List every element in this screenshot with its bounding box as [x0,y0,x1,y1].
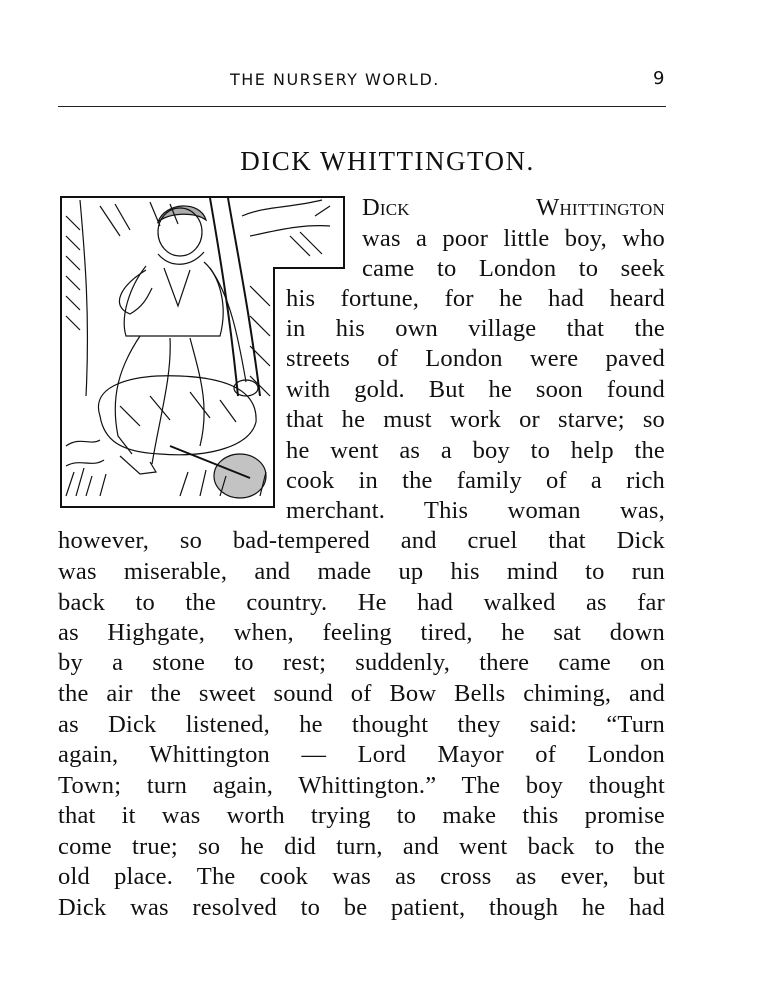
text-line-15: as Highgate, when, feeling tired, he sat down [58,619,665,646]
text-line-12: however, so bad-tempered and cruel that Dick [58,527,665,554]
text-line-2: was a poor little boy, who [362,225,665,252]
text-line-7: with gold. But he soon found [286,376,665,403]
text-line-20: Town; turn again, Whittington.” The boy thought [58,772,665,799]
text-line-17: the air the sweet sound of Bow Bells chiming, and [58,680,665,707]
drop-caps-name: Dick Whittington [362,194,665,221]
text-line-8: that he must work or starve; so [286,406,665,433]
text-line-6: streets of London were paved [286,345,665,372]
text-line-9: he went as a boy to help the [286,437,665,464]
text-line-10: cook in the family of a rich [286,467,665,494]
text-line-22: come true; so he did turn, and went back to the [58,833,665,860]
text-line-4: his fortune, for he had heard [286,285,665,312]
text-line-18: as Dick listened, he thought they said: “Turn [58,711,665,738]
text-line-16: by a stone to rest; suddenly, there came on [58,649,665,676]
text-line-5: in his own village that the [286,315,665,342]
text-line-13: was miserable, and made up his mind to run [58,558,665,585]
story-title: DICK WHITTINGTON. [240,146,535,176]
text-line-24: Dick was resolved to be patient, though he had [58,894,665,921]
running-head [58,66,666,94]
text-line-21: that it was worth trying to make this promise [58,802,665,829]
header-rule [58,106,666,107]
page-number: 9 [653,68,666,89]
text-line-19: again, Whittington — Lord Mayor of London [58,741,665,768]
text-line-11: merchant. This woman was, [286,497,665,524]
text-line-14: back to the country. He had walked as far [58,589,665,616]
text-line-3: came to London to seek [362,255,665,282]
text-line-23: old place. The cook was as cross as ever, but [58,863,665,890]
running-title: THE NURSERY WORLD. [230,70,440,89]
text-line-1 [362,193,665,223]
